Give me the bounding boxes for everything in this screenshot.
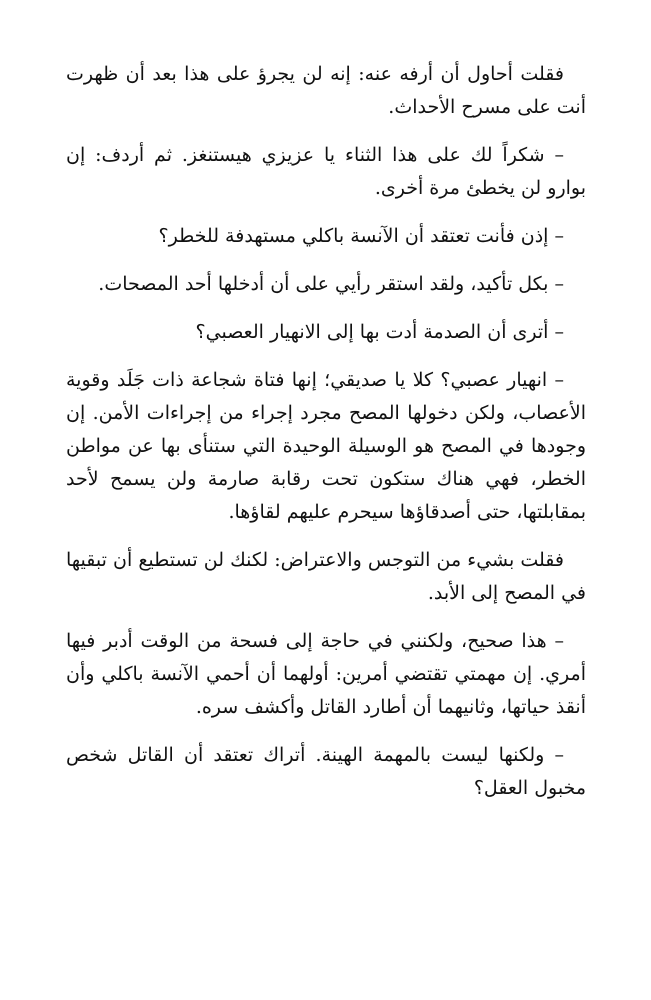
paragraph-7: فقلت بشيء من التوجس والاعتراض: لكنك لن تستطيع أن تبقيها في المصح إلى الأبد.	[66, 549, 586, 604]
book-page-text	[66, 58, 586, 820]
paragraph-3: – إذن فأنت تعتقد أن الآنسة باكلي مستهدفة للخطر؟	[158, 225, 564, 247]
paragraph-9: – ولكنها ليست بالمهمة الهينة. أتراك تعتقد أن القاتل شخص مخبول العقل؟	[66, 744, 586, 799]
paragraph-5: – أترى أن الصدمة أدت بها إلى الانهيار العصبي؟	[195, 321, 564, 343]
paragraph-6: – انهيار عصبي؟ كلا يا صديقي؛ إنها فتاة شجاعة ذات جَلَد وقوية الأعصاب، ولكن دخولها المصح مجرد إجراء من إجراءات الأمن. إن وجودها في المصح هو الوسيلة الوحيدة التي ستنأى بها عن مواطن الخطر، فهي هناك ستكون تحت رقابة صارمة ولن يسمح لأحد بمقابلتها، حتى أصدقاؤها سيحرم عليهم لقاؤها.	[66, 369, 586, 523]
paragraph-4: – بكل تأكيد، ولقد استقر رأيي على أن أدخلها أحد المصحات.	[98, 273, 564, 295]
paragraph-1: فقلت أحاول أن أرفه عنه: إنه لن يجرؤ على هذا بعد أن ظهرت أنت على مسرح الأحداث.	[66, 63, 586, 118]
paragraph-2: – شكراً لك على هذا الثناء يا عزيزي هيستنغز. ثم أردف: إن بوارو لن يخطئ مرة أخرى.	[66, 144, 586, 199]
paragraph-8: – هذا صحيح، ولكنني في حاجة إلى فسحة من الوقت أدبر فيها أمري. إن مهمتي تقتضي أمرين: أولهما أن أحمي الآنسة باكلي وأن أنقذ حياتها، وثانيهما أن أطارد القاتل وأكشف سره.	[66, 630, 586, 718]
